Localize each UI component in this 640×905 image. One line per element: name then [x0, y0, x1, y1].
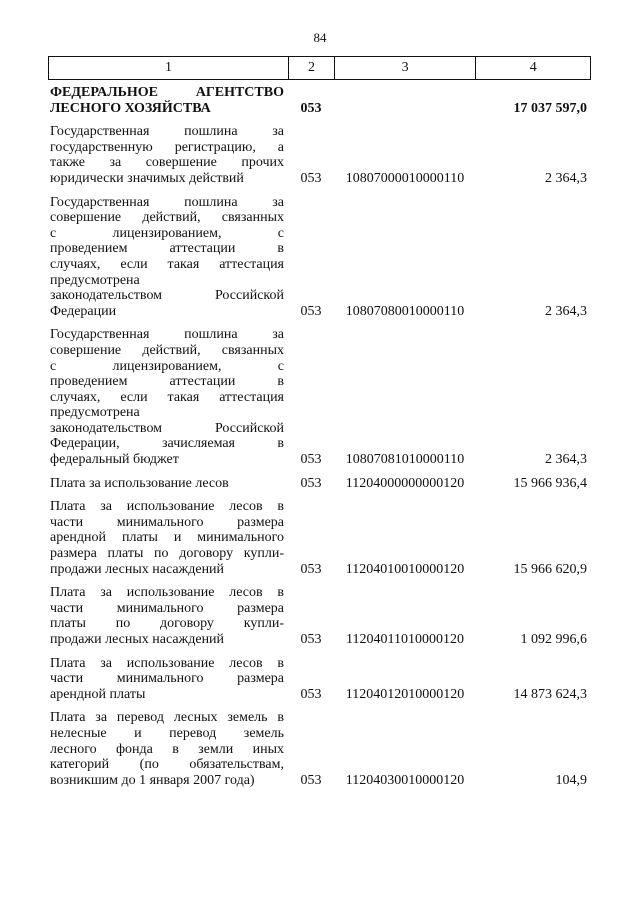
row-admin-code: 053: [300, 303, 322, 319]
table-row: [48, 585, 591, 647]
description-line: Плата за использование лесов в: [50, 585, 284, 601]
description-line: возникшим до 1 января 2007 года): [50, 772, 255, 788]
row-admin-code: 053: [300, 170, 322, 186]
row-description: [48, 195, 288, 320]
row-amount: 104,9: [555, 772, 587, 788]
header-col-2: 2: [288, 57, 334, 79]
description-line: лесного фонда в земли иных: [50, 741, 284, 757]
row-amount: 2 364,3: [545, 452, 587, 468]
description-line: предусмотрена: [50, 272, 140, 288]
description-line: случаях, если такая аттестация: [50, 389, 284, 405]
table-row: [48, 499, 591, 577]
description-line: части минимального размера: [50, 600, 284, 616]
budget-table: [48, 56, 591, 788]
description-line: с лицензированием, с: [50, 225, 284, 241]
row-kbk-code: 11204030010000120: [345, 772, 465, 788]
row-amount: 17 037 597,0: [513, 100, 587, 116]
description-line: государственную регистрацию, а: [50, 139, 284, 155]
row-description: [48, 710, 288, 788]
description-line: проведением аттестации в: [50, 241, 284, 257]
description-line: части минимального размера: [50, 671, 284, 687]
row-admin-code: 053: [300, 632, 322, 647]
description-line: размера платы по договору купли-: [50, 546, 284, 562]
row-kbk-code: 10807081010000110: [345, 452, 465, 468]
row-kbk-code: 11204010010000120: [345, 561, 465, 577]
row-description: [48, 585, 288, 647]
row-kbk-code: 11204012010000120: [345, 686, 465, 702]
description-line: также за совершение прочих: [50, 155, 284, 171]
row-admin-code: 053: [300, 561, 322, 577]
description-line: ФЕДЕРАЛЬНОЕ АГЕНТСТВО: [50, 85, 284, 100]
row-amount: 2 364,3: [545, 170, 587, 186]
table-header: [48, 56, 591, 80]
row-amount: 15 966 620,9: [513, 561, 587, 577]
description-line: продажи лесных насаждений: [50, 561, 225, 577]
row-description: [48, 327, 288, 467]
description-line: Государственная пошлина за: [50, 124, 284, 140]
row-description: [48, 476, 288, 492]
description-line: нелесные и перевод земель: [50, 725, 284, 741]
row-amount: 15 966 936,4: [513, 475, 587, 491]
description-line: платы по договору купли-: [50, 616, 284, 632]
row-description: [48, 656, 288, 703]
row-amount: 14 873 624,3: [513, 686, 587, 702]
description-line: законодательством Российской: [50, 420, 284, 436]
description-line: арендной платы: [50, 686, 146, 702]
description-line: федеральный бюджет: [50, 452, 179, 468]
table-row: [48, 710, 591, 788]
row-description: [48, 499, 288, 577]
row-kbk-code: 10807000010000110: [345, 170, 465, 186]
row-amount: 1 092 996,6: [520, 632, 587, 647]
table-row: [48, 476, 591, 492]
description-line: арендной платы и минимального: [50, 530, 284, 546]
description-line: Плата за использование лесов в: [50, 655, 284, 671]
description-line: Плата за использование лесов: [50, 475, 229, 491]
table-row: [48, 85, 591, 116]
row-admin-code: 053: [300, 686, 322, 702]
description-line: категорий (по обязательствам,: [50, 757, 284, 773]
header-col-3: 3: [334, 57, 475, 79]
description-line: Федерации: [50, 303, 117, 319]
description-line: продажи лесных насаждений: [50, 632, 225, 647]
description-line: с лицензированием, с: [50, 358, 284, 374]
description-line: проведением аттестации в: [50, 374, 284, 390]
row-kbk-code: 11204000000000120: [345, 475, 465, 491]
row-kbk-code: 10807080010000110: [345, 303, 465, 319]
table-row: [48, 327, 591, 467]
row-admin-code: 053: [300, 772, 322, 788]
description-line: совершение действий, связанных: [50, 342, 284, 358]
header-col-1: 1: [165, 60, 173, 75]
description-line: Государственная пошлина за: [50, 194, 284, 210]
description-line: юридически значимых действий: [50, 170, 244, 186]
row-description: [48, 85, 288, 116]
description-line: Плата за перевод лесных земель в: [50, 710, 284, 726]
description-line: предусмотрена: [50, 405, 140, 421]
description-line: Федерации, зачисляемая в: [50, 436, 284, 452]
description-line: законодательством Российской: [50, 288, 284, 304]
description-line: совершение действий, связанных: [50, 210, 284, 226]
table-row: [48, 656, 591, 703]
row-admin-code: 053: [300, 475, 322, 491]
table-row: [48, 195, 591, 320]
page-number: 84: [313, 30, 327, 45]
description-line: случаях, если такая аттестация: [50, 256, 284, 272]
row-admin-code: 053: [300, 452, 322, 468]
header-col-4: 4: [475, 57, 590, 79]
table-row: [48, 124, 591, 186]
row-kbk-code: 11204011010000120: [346, 632, 464, 647]
table-body: [48, 85, 591, 788]
description-line: части минимального размера: [50, 514, 284, 530]
description-line: Плата за использование лесов в: [50, 499, 284, 515]
description-line: ЛЕСНОГО ХОЗЯЙСТВА: [50, 100, 211, 116]
row-admin-code: 053: [300, 100, 322, 116]
description-line: Государственная пошлина за: [50, 327, 284, 343]
row-amount: 2 364,3: [545, 303, 587, 319]
row-description: [48, 124, 288, 186]
